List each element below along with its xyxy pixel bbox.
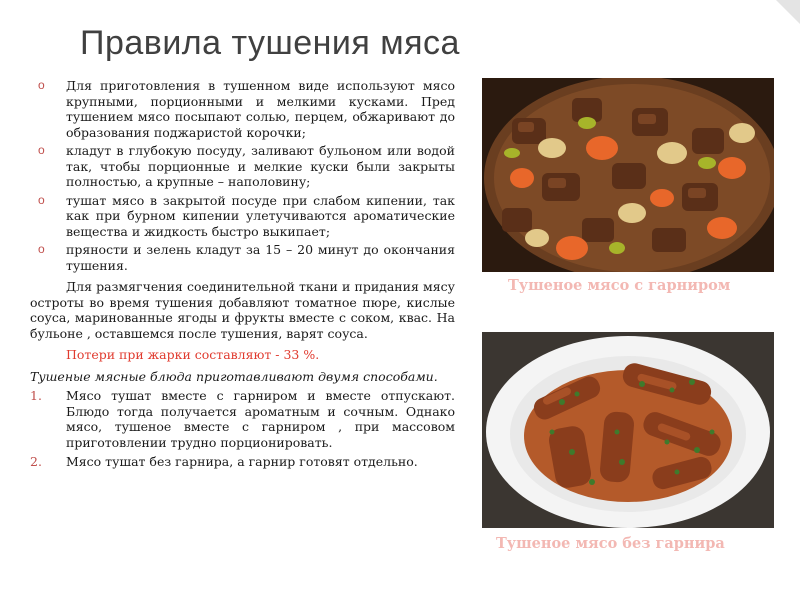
methods-intro: Тушеные мясные блюда приготавливают двумя способами.	[30, 368, 438, 384]
bullet-item: o тушат мясо в закрытой посуде при слабом кипении, так как при бурном кипении улетучиваются ароматические вещества и жидкость быстро выкипает;	[30, 193, 455, 240]
slide-text-body	[30, 78, 455, 470]
bullet-item: o кладут в глубокую посуду, заливают бульоном или водой так, чтобы порционные и мелкие куски были закрыты полностью, а крупные – наполовину;	[30, 143, 455, 190]
method-number: 1.	[30, 388, 42, 403]
stew-with-garnish-photo	[482, 78, 774, 272]
method-item	[30, 454, 455, 470]
bullet-item: o Для приготовления в тушенном виде используют мясо крупными, порционными и мелкими кусками. Пред тушением мясо посыпают солью, перцем, обжаривают до образования поджаристой корочки;	[30, 78, 455, 140]
stew-with-garnish-image	[482, 78, 774, 272]
method-text: Мясо тушат вместе с гарниром и вместе отпускают. Блюдо тогда получается ароматным и сочным. Однако мясо, тушеное вместе с гарниром , при массовом приготовлении трудно порционировать.	[66, 388, 455, 450]
photo-caption-without-garnish: Тушеное мясо без гарнира	[496, 535, 725, 552]
loss-note: Потери при жарки составляют - 33 %.	[66, 347, 320, 362]
photo-caption-with-garnish: Тушеное мясо с гарниром	[508, 277, 731, 294]
bullet-item: o пряности и зелень кладут за 15 – 20 минут до окончания тушения.	[30, 242, 455, 273]
method-text: Мясо тушат без гарнира, а гарнир готовят отдельно.	[66, 454, 418, 469]
slide-title: Правила тушения мяса	[80, 24, 460, 62]
stew-without-garnish-image	[482, 332, 774, 528]
method-item	[30, 388, 455, 450]
explanation-paragraph: Для размягчения соединительной ткани и придания мясу остроты во время тушения добавляют томатное пюре, кислые соуса, маринованные ягоды и фрукты вместе с соком, квас. На бульоне , оставшемся после тушения, варят соуса.	[30, 279, 455, 341]
page-corner-fold	[776, 0, 800, 24]
method-number: 2.	[30, 454, 42, 469]
stew-without-garnish-photo	[482, 332, 774, 528]
